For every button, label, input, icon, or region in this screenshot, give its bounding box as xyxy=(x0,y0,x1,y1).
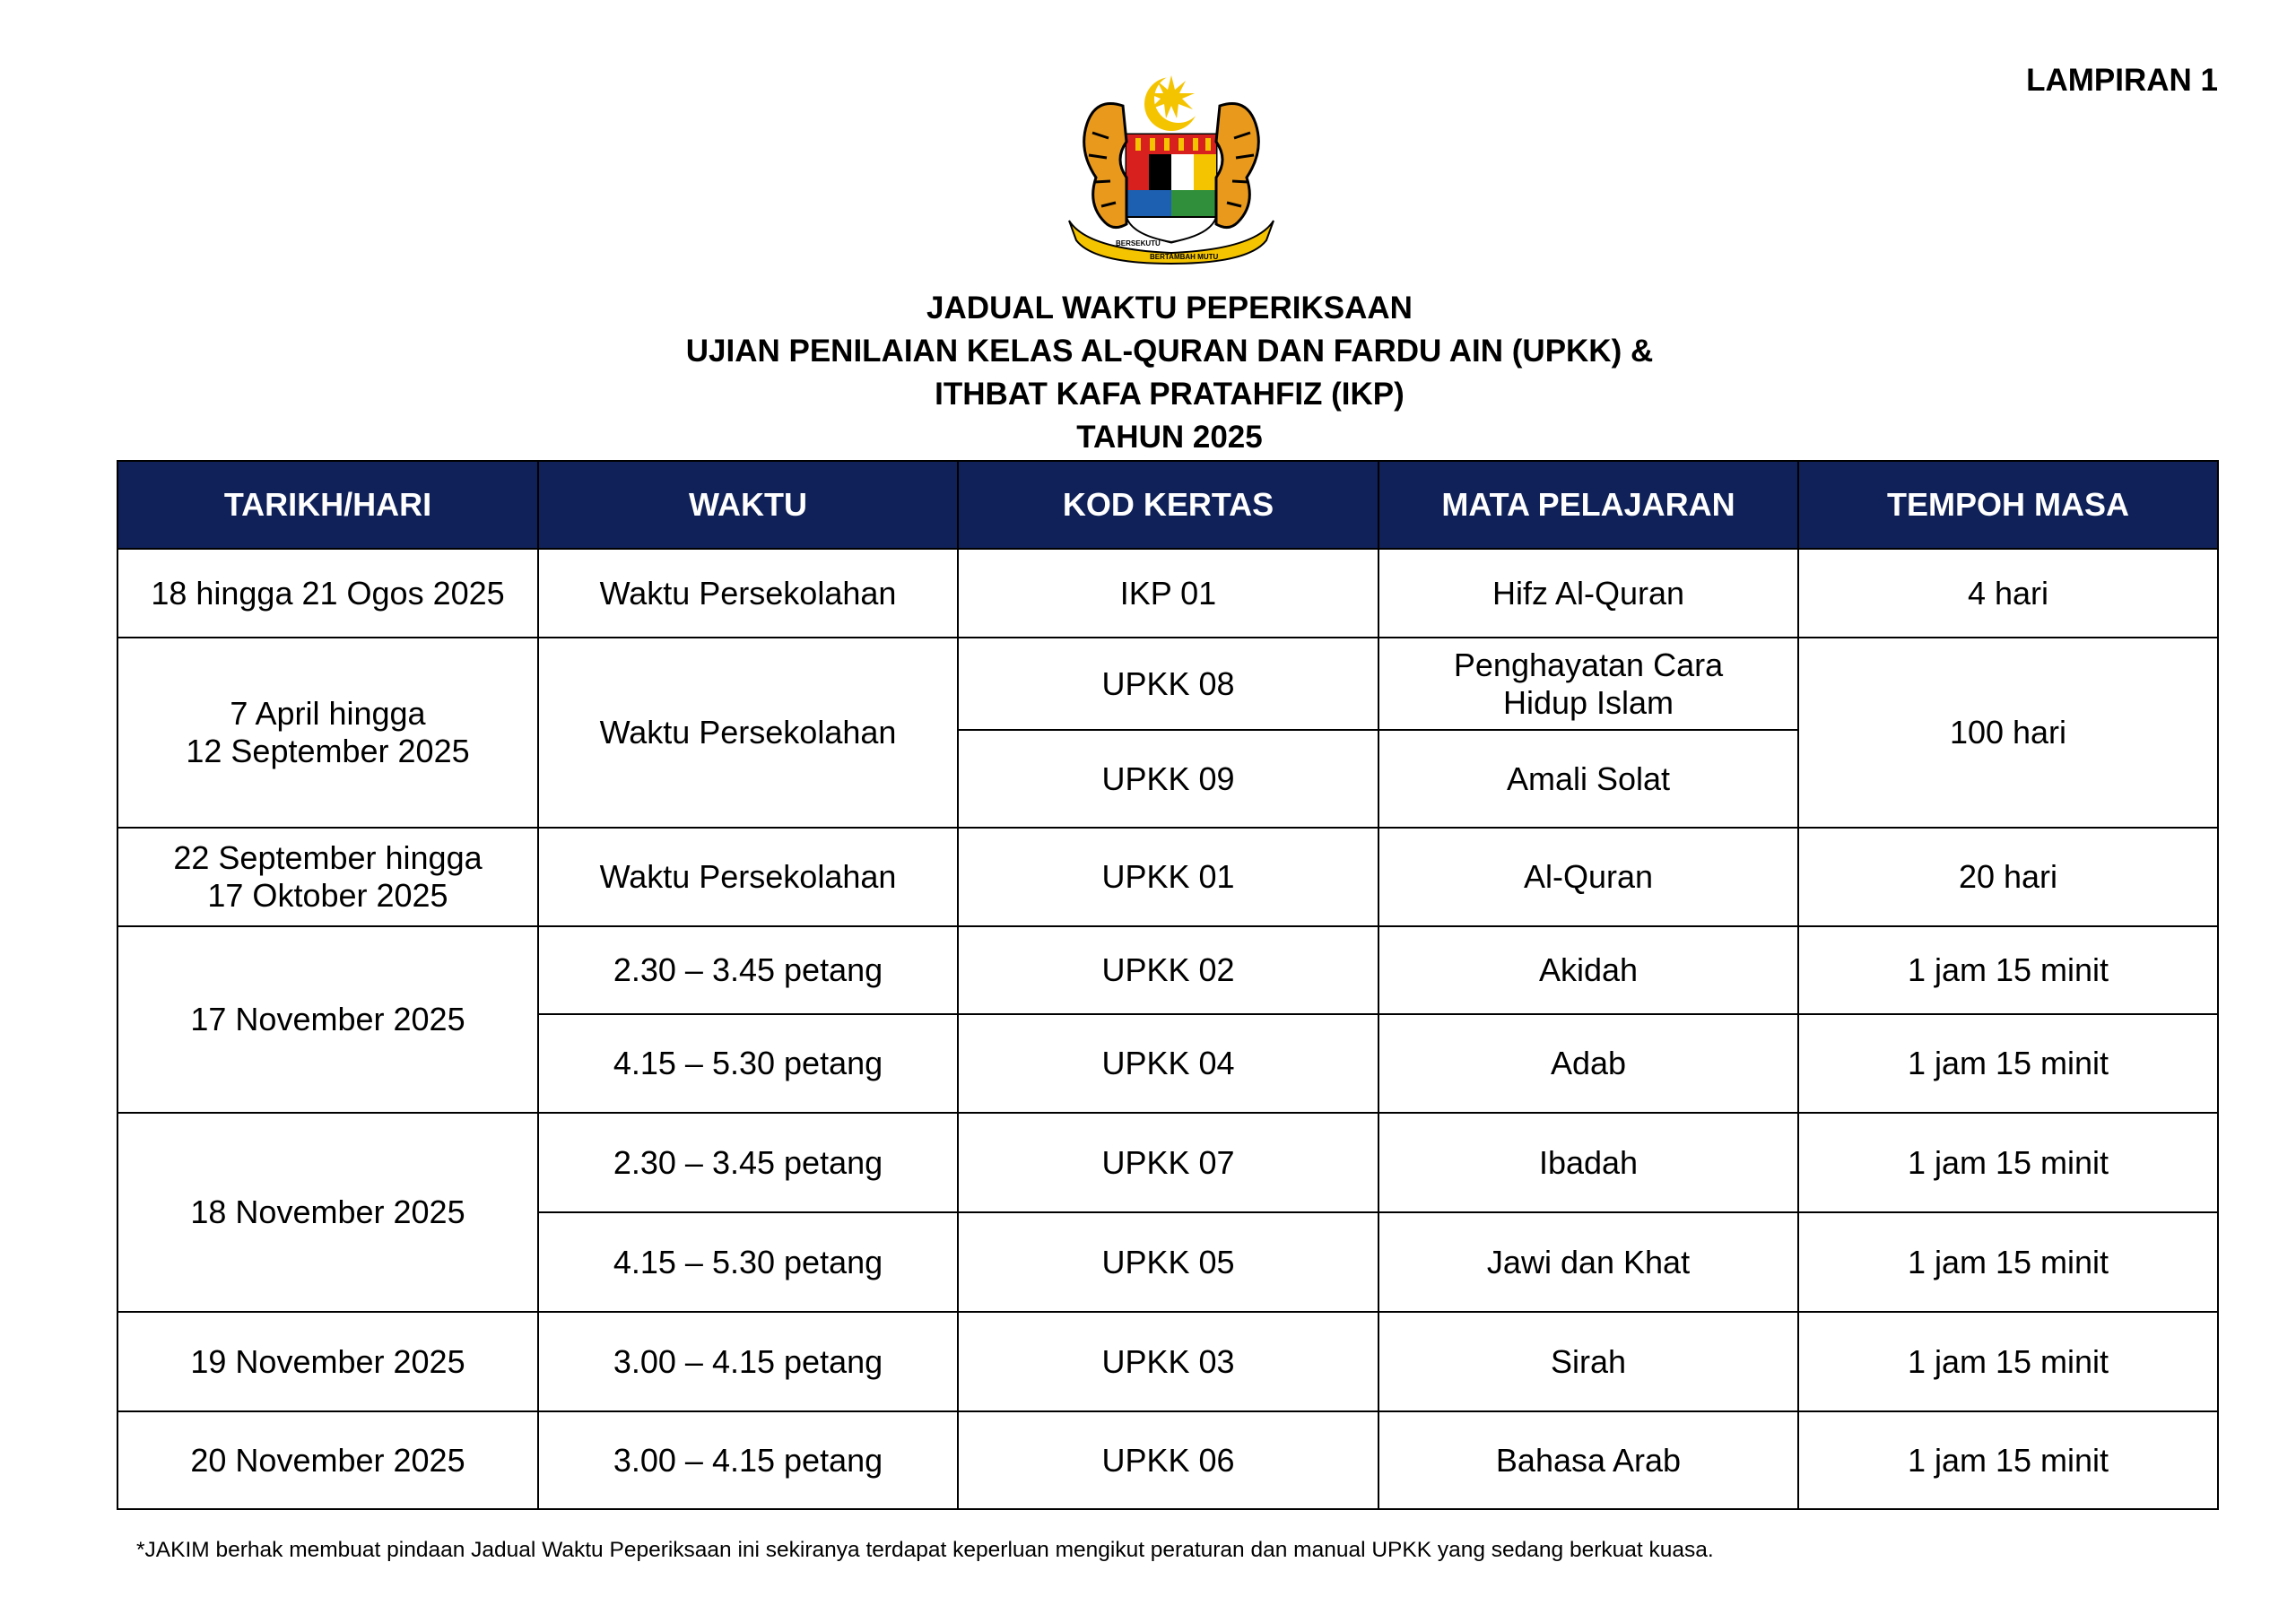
cell-mata: Amali Solat xyxy=(1378,730,1798,828)
cell-waktu: 2.30 – 3.45 petang xyxy=(538,1113,958,1212)
cell-waktu: 4.15 – 5.30 petang xyxy=(538,1014,958,1113)
table-row xyxy=(117,1411,2218,1509)
cell-kod: UPKK 07 xyxy=(958,1113,1378,1212)
cell-tarikh-line-2: 12 September 2025 xyxy=(186,733,470,769)
cell-tempoh: 1 jam 15 minit xyxy=(1798,1312,2218,1411)
cell-mata: Hifz Al-Quran xyxy=(1378,549,1798,638)
cell-tempoh: 4 hari xyxy=(1798,549,2218,638)
cell-tempoh: 1 jam 15 minit xyxy=(1798,926,2218,1014)
cell-waktu: 4.15 – 5.30 petang xyxy=(538,1212,958,1312)
cell-kod: IKP 01 xyxy=(958,549,1378,638)
cell-tempoh: 1 jam 15 minit xyxy=(1798,1014,2218,1113)
cell-mata xyxy=(1378,638,1798,730)
cell-tempoh: 1 jam 15 minit xyxy=(1798,1411,2218,1509)
cell-tarikh: 18 hingga 21 Ogos 2025 xyxy=(117,549,538,638)
cell-tempoh: 20 hari xyxy=(1798,828,2218,926)
cell-mata: Ibadah xyxy=(1378,1113,1798,1212)
cell-mata: Akidah xyxy=(1378,926,1798,1014)
title-line-1: JADUAL WAKTU PEPERIKSAAN xyxy=(926,291,1413,325)
annex-label: LAMPIRAN 1 xyxy=(2026,63,2218,98)
cell-kod: UPKK 05 xyxy=(958,1212,1378,1312)
svg-text:BERTAMBAH MUTU: BERTAMBAH MUTU xyxy=(1150,253,1219,261)
cell-mata-line-1: Penghayatan Cara xyxy=(1453,646,1724,683)
table-row xyxy=(117,1312,2218,1411)
cell-kod: UPKK 04 xyxy=(958,1014,1378,1113)
cell-waktu: Waktu Persekolahan xyxy=(538,549,958,638)
header-kod: KOD KERTAS xyxy=(958,461,1378,549)
table-row xyxy=(117,926,2218,1014)
cell-tempoh: 100 hari xyxy=(1798,638,2218,828)
table-header-row xyxy=(117,461,2218,549)
cell-tarikh: 17 November 2025 xyxy=(117,926,538,1113)
cell-tarikh xyxy=(117,638,538,828)
cell-tarikh: 19 November 2025 xyxy=(117,1312,538,1411)
cell-mata: Al-Quran xyxy=(1378,828,1798,926)
header-mata: MATA PELAJARAN xyxy=(1378,461,1798,549)
cell-waktu: 2.30 – 3.45 petang xyxy=(538,926,958,1014)
header-tarikh: TARIKH/HARI xyxy=(117,461,538,549)
title-line-4: TAHUN 2025 xyxy=(1076,420,1263,455)
cell-tempoh: 1 jam 15 minit xyxy=(1798,1212,2218,1312)
cell-tarikh-line-1: 22 September hingga xyxy=(173,839,483,876)
table-row xyxy=(117,549,2218,638)
cell-tarikh xyxy=(117,828,538,926)
cell-kod: UPKK 09 xyxy=(958,730,1378,828)
footnote: *JAKIM berhak membuat pindaan Jadual Waktu Peperiksaan ini sekiranya terdapat keperluan mengikut peraturan dan manual UPKK yang sedang berkuat kuasa. xyxy=(136,1538,1714,1562)
cell-kod: UPKK 08 xyxy=(958,638,1378,730)
coat-of-arms-logo xyxy=(1051,70,1292,265)
cell-tempoh: 1 jam 15 minit xyxy=(1798,1113,2218,1212)
cell-waktu: 3.00 – 4.15 petang xyxy=(538,1312,958,1411)
cell-mata: Sirah xyxy=(1378,1312,1798,1411)
cell-waktu: 3.00 – 4.15 petang xyxy=(538,1411,958,1509)
cell-mata: Adab xyxy=(1378,1014,1798,1113)
header-tempoh: TEMPOH MASA xyxy=(1798,461,2218,549)
cell-kod: UPKK 06 xyxy=(958,1411,1378,1509)
cell-waktu: Waktu Persekolahan xyxy=(538,828,958,926)
title-line-3: ITHBAT KAFA PRATAHFIZ (IKP) xyxy=(935,377,1405,412)
cell-tarikh: 20 November 2025 xyxy=(117,1411,538,1509)
table-row xyxy=(117,828,2218,926)
cell-kod: UPKK 01 xyxy=(958,828,1378,926)
cell-tarikh: 18 November 2025 xyxy=(117,1113,538,1312)
cell-kod: UPKK 03 xyxy=(958,1312,1378,1411)
cell-waktu: Waktu Persekolahan xyxy=(538,638,958,828)
cell-kod: UPKK 02 xyxy=(958,926,1378,1014)
cell-tarikh-line-1: 7 April hingga xyxy=(230,695,426,732)
exam-schedule-table xyxy=(117,460,2219,1510)
document-title xyxy=(0,287,2296,459)
table-row xyxy=(117,638,2218,730)
cell-tarikh-line-2: 17 Oktober 2025 xyxy=(207,877,448,914)
header-waktu: WAKTU xyxy=(538,461,958,549)
svg-text:BERSEKUTU: BERSEKUTU xyxy=(1116,239,1161,247)
cell-mata: Jawi dan Khat xyxy=(1378,1212,1798,1312)
title-line-2: UJIAN PENILAIAN KELAS AL-QURAN DAN FARDU AIN (UPKK) & xyxy=(685,334,1654,369)
table-row xyxy=(117,1113,2218,1212)
cell-mata-line-2: Hidup Islam xyxy=(1502,683,1674,721)
cell-mata: Bahasa Arab xyxy=(1378,1411,1798,1509)
